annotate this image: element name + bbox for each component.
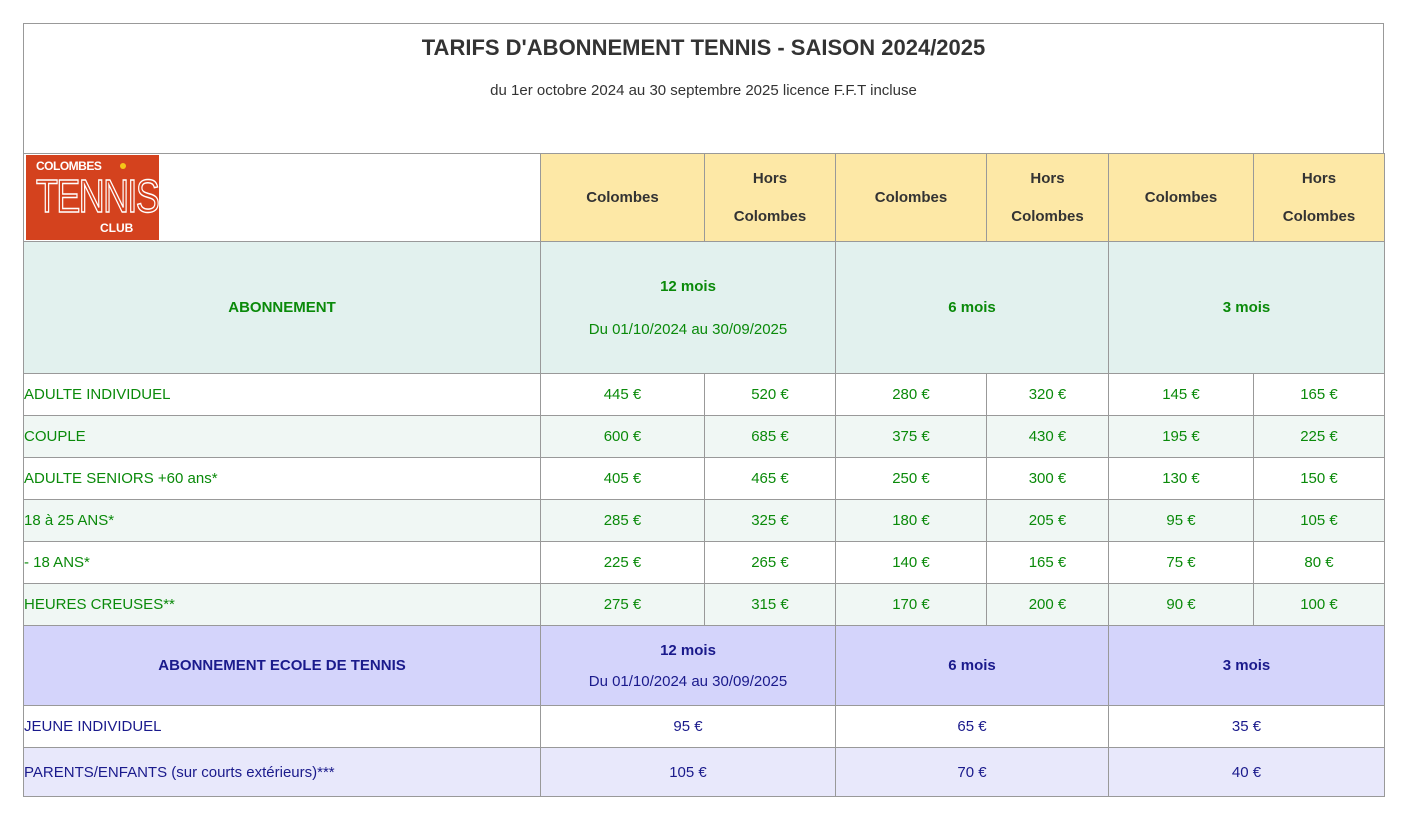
price-cell: 200 € (987, 584, 1109, 626)
price-cell: 140 € (836, 542, 987, 584)
price-cell: 90 € (1109, 584, 1254, 626)
price-cell: 105 € (541, 748, 836, 797)
price-cell: 520 € (705, 374, 836, 416)
price-cell: 375 € (836, 416, 987, 458)
col-hors-line2: Colombes (1282, 207, 1356, 225)
table-row (24, 416, 1385, 458)
period-6-months: 6 mois (836, 242, 1109, 374)
col-hors-line1: Hors (1301, 169, 1337, 187)
price-cell: 205 € (987, 500, 1109, 542)
price-cell: 65 € (836, 706, 1109, 748)
price-cell: 445 € (541, 374, 705, 416)
page-subtitle: du 1er octobre 2024 au 30 septembre 2025 licence F.F.T incluse (490, 82, 917, 99)
price-cell: 145 € (1109, 374, 1254, 416)
price-cell: 465 € (705, 458, 836, 500)
row-label: HEURES CREUSES** (24, 584, 541, 626)
price-cell: 315 € (705, 584, 836, 626)
price-cell: 225 € (1254, 416, 1385, 458)
col-hors-12 (705, 154, 836, 242)
col-hors-line1: Hors (752, 169, 788, 187)
period-3-months: 3 mois (1109, 242, 1385, 374)
price-cell: 300 € (987, 458, 1109, 500)
ecole-period-12-dates: Du 01/10/2024 au 30/09/2025 (588, 672, 788, 690)
price-cell: 100 € (1254, 584, 1385, 626)
price-cell: 105 € (1254, 500, 1385, 542)
price-cell: 165 € (1254, 374, 1385, 416)
table-row (24, 584, 1385, 626)
ecole-header-row (24, 626, 1385, 706)
col-colombes-3: Colombes (1109, 154, 1254, 242)
table-row (24, 500, 1385, 542)
logo-text-colombes: COLOMBES (36, 159, 102, 173)
price-cell: 75 € (1109, 542, 1254, 584)
price-cell: 195 € (1109, 416, 1254, 458)
price-cell: 40 € (1109, 748, 1385, 797)
table-row (24, 706, 1385, 748)
header-row (24, 154, 1385, 242)
tennis-ball-icon (120, 163, 126, 169)
row-label: PARENTS/ENFANTS (sur courts extérieurs)*** (24, 748, 541, 797)
table-row (24, 374, 1385, 416)
period-12-title: 12 mois (660, 277, 716, 295)
period-12-months (541, 242, 836, 374)
price-cell: 170 € (836, 584, 987, 626)
logo-text-tennis: TENNIS (36, 170, 159, 222)
price-cell: 320 € (987, 374, 1109, 416)
price-cell: 80 € (1254, 542, 1385, 584)
price-cell: 285 € (541, 500, 705, 542)
abonnement-header-row (24, 242, 1385, 374)
price-cell: 600 € (541, 416, 705, 458)
ecole-period-3-months: 3 mois (1109, 626, 1385, 706)
price-cell: 685 € (705, 416, 836, 458)
period-12-dates: Du 01/10/2024 au 30/09/2025 (588, 320, 788, 338)
row-label: COUPLE (24, 416, 541, 458)
ecole-period-12-title: 12 mois (660, 641, 716, 659)
price-cell: 430 € (987, 416, 1109, 458)
row-label: JEUNE INDIVIDUEL (24, 706, 541, 748)
club-logo (26, 155, 159, 240)
col-hors-line2: Colombes (733, 207, 807, 225)
price-cell: 265 € (705, 542, 836, 584)
price-cell: 325 € (705, 500, 836, 542)
price-cell: 280 € (836, 374, 987, 416)
price-cell: 225 € (541, 542, 705, 584)
tariff-sheet (23, 23, 1384, 796)
table-row (24, 542, 1385, 584)
abonnement-label: ABONNEMENT (24, 242, 541, 374)
col-hors-line1: Hors (1030, 169, 1065, 187)
ecole-period-12-months (541, 626, 836, 706)
price-cell: 150 € (1254, 458, 1385, 500)
col-colombes-12: Colombes (541, 154, 705, 242)
price-cell: 275 € (541, 584, 705, 626)
price-cell: 70 € (836, 748, 1109, 797)
price-cell: 165 € (987, 542, 1109, 584)
title-box (23, 23, 1384, 153)
logo-text-club: CLUB (100, 221, 134, 235)
col-hors-3 (1254, 154, 1385, 242)
price-cell: 180 € (836, 500, 987, 542)
col-hors-line2: Colombes (1011, 207, 1084, 225)
price-cell: 130 € (1109, 458, 1254, 500)
price-cell: 250 € (836, 458, 987, 500)
col-colombes-6: Colombes (836, 154, 987, 242)
row-label: ADULTE SENIORS +60 ans* (24, 458, 541, 500)
page-title: TARIFS D'ABONNEMENT TENNIS - SAISON 2024/2025 (421, 35, 986, 60)
price-cell: 95 € (1109, 500, 1254, 542)
price-cell: 95 € (541, 706, 836, 748)
row-label: ADULTE INDIVIDUEL (24, 374, 541, 416)
table-row (24, 458, 1385, 500)
ecole-period-6-months: 6 mois (836, 626, 1109, 706)
price-cell: 35 € (1109, 706, 1385, 748)
row-label: - 18 ANS* (24, 542, 541, 584)
row-label: 18 à 25 ANS* (24, 500, 541, 542)
tariff-table (23, 153, 1385, 797)
col-hors-6 (987, 154, 1109, 242)
logo-cell (24, 154, 541, 242)
ecole-label: ABONNEMENT ECOLE DE TENNIS (24, 626, 541, 706)
price-cell: 405 € (541, 458, 705, 500)
table-row (24, 748, 1385, 797)
